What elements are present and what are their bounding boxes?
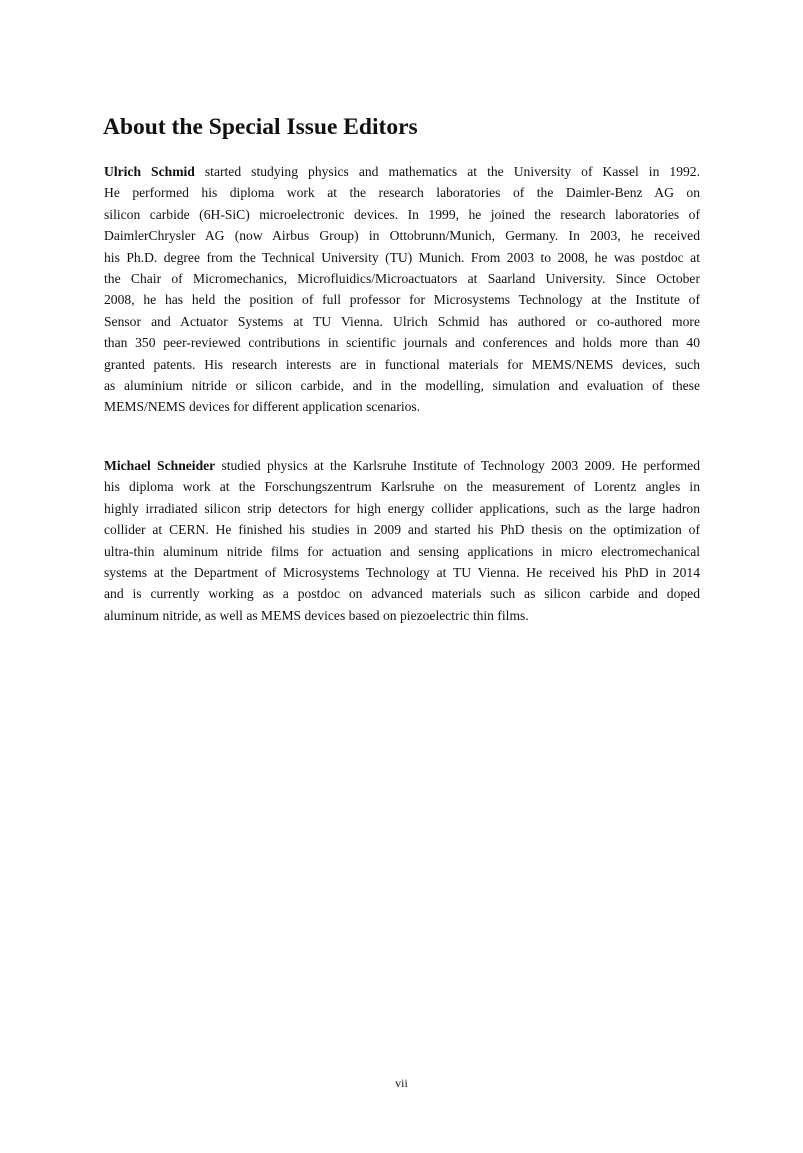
- bio-text: MEMS/NEMS devices for different application scenarios.: [104, 399, 421, 415]
- bio-text: granted patents. His research interests are in functional materials for MEMS/NEMS devices, such: [104, 356, 700, 372]
- bio-text: than 350 peer-reviewed contributions in scientific journals and conferences and holds more than 40: [104, 335, 700, 351]
- bio-line: [104, 332, 700, 353]
- bio-text: DaimlerChrysler AG (now Airbus Group) in Ottobrunn/Munich, Germany. In 2003, he received: [104, 228, 700, 244]
- bio-line: [104, 182, 700, 203]
- bio-text: his Ph.D. degree from the Technical University (TU) Munich. From 2003 to 2008, he was postdoc at: [104, 249, 700, 265]
- bio-text: as aluminium nitride or silicon carbide, and in the modelling, simulation and evaluation of these: [104, 377, 700, 393]
- page-title: About the Special Issue Editors: [103, 114, 418, 140]
- editor-name: Michael Schneider: [104, 458, 216, 473]
- bio-text: Sensor and Actuator Systems at TU Vienna. Ulrich Schmid has authored or co-authored more: [104, 313, 700, 329]
- bio-line: [104, 311, 700, 332]
- bio-line: [104, 247, 700, 268]
- bio-text: systems at the Department of Microsystems Technology at TU Vienna. He received his PhD in 2014: [104, 564, 700, 580]
- bio-text: his diploma work at the Forschungszentrum Karlsruhe on the measurement of Lorentz angles in: [104, 479, 700, 495]
- bio-line: [104, 289, 700, 310]
- editor-bio-ulrich-schmid: [104, 161, 700, 418]
- bio-line: [104, 476, 700, 497]
- bio-line: [104, 519, 700, 540]
- bio-line: [104, 161, 700, 182]
- bio-text: 2008, he has held the position of full professor for Microsystems Technology at the Institute of: [104, 292, 700, 308]
- editor-name: Ulrich Schmid: [104, 164, 195, 179]
- bio-text: and is currently working as a postdoc on advanced materials such as silicon carbide and doped: [104, 586, 700, 602]
- bio-line: [104, 225, 700, 246]
- bio-line: [104, 455, 700, 476]
- bio-line: [104, 583, 700, 604]
- bio-line: [104, 268, 700, 289]
- bio-line: [104, 562, 700, 583]
- bio-text: ultra-thin aluminum nitride films for actuation and sensing applications in micro electromechanical: [104, 543, 700, 559]
- bio-line: [104, 605, 700, 626]
- bio-line: [104, 354, 700, 375]
- page-number: vii: [395, 1076, 408, 1090]
- bio-text: He performed his diploma work at the research laboratories of the Daimler-Benz AG on: [104, 185, 700, 201]
- bio-line: [104, 396, 700, 417]
- bio-text: collider at CERN. He finished his studies in 2009 and started his PhD thesis on the optimization of: [104, 522, 700, 538]
- bio-line: [104, 375, 700, 396]
- bio-text: studied physics at the Karlsruhe Institute of Technology 2003 2009. He performed: [215, 458, 700, 473]
- bio-line: [104, 204, 700, 225]
- bio-text: the Chair of Micromechanics, Microfluidics/Microactuators at Saarland University. Since October: [104, 270, 700, 286]
- bio-text: aluminum nitride, as well as MEMS devices based on piezoelectric thin films.: [104, 607, 529, 623]
- bio-line: [104, 498, 700, 519]
- bio-text: started studying physics and mathematics at the University of Kassel in 1992.: [194, 164, 700, 179]
- bio-text: highly irradiated silicon strip detectors for high energy collider applications, such as the large hadron: [104, 500, 700, 516]
- bio-line: [104, 541, 700, 562]
- editor-bio-michael-schneider: [104, 455, 700, 626]
- bio-text: silicon carbide (6H-SiC) microelectronic devices. In 1999, he joined the research laboratories of: [104, 206, 700, 222]
